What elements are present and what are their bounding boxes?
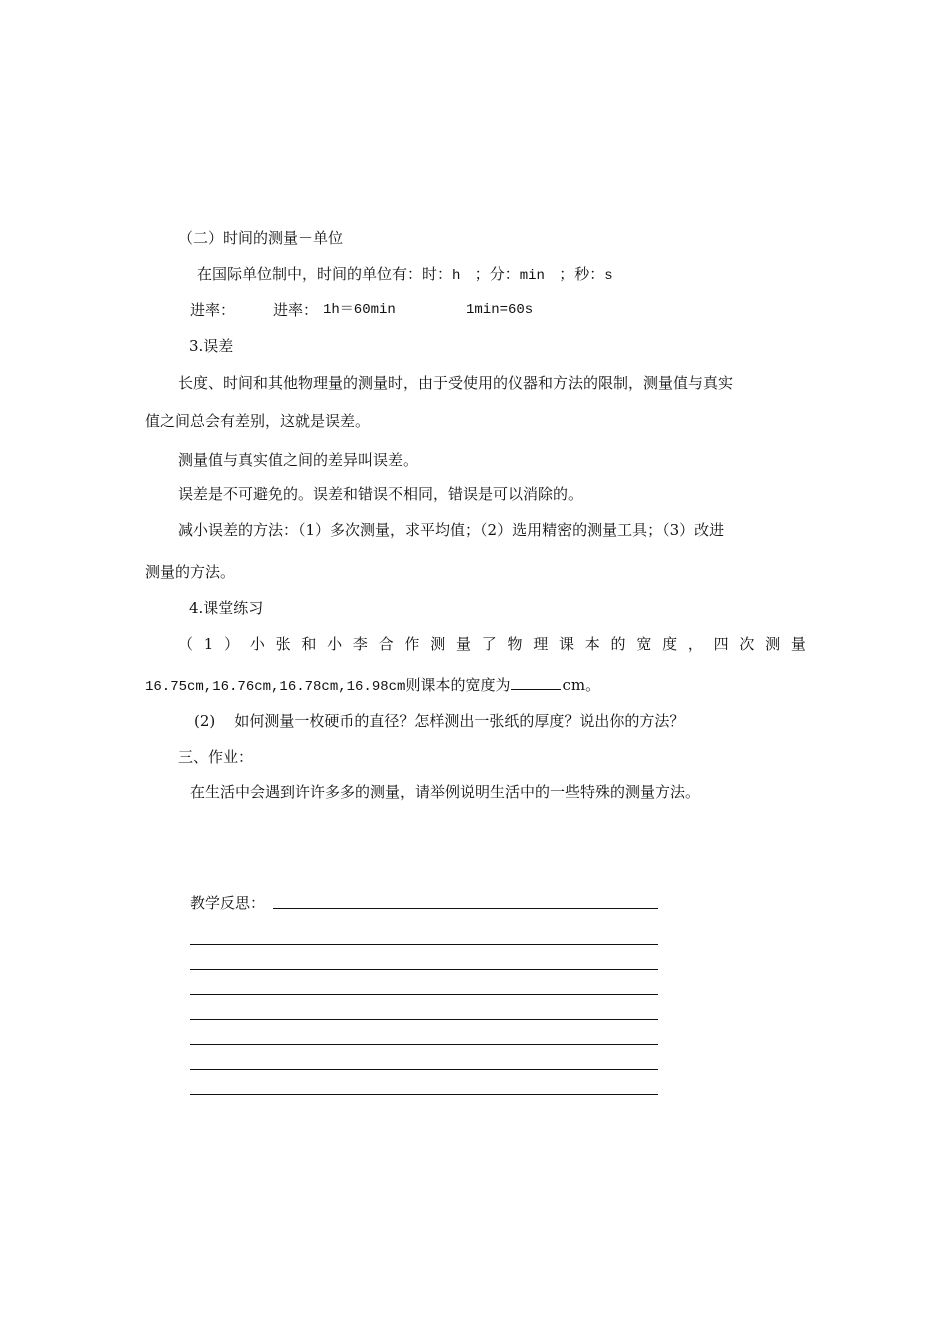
homework-heading: 三、作业： bbox=[178, 748, 254, 766]
homework-text: 在生活中会遇到许许多多的测量，请举例说明生活中的一些特殊的测量方法。 bbox=[190, 783, 701, 801]
q1-char: 测 bbox=[430, 635, 446, 653]
error-para4-line2: 测量的方法。 bbox=[145, 563, 236, 581]
practice-q2 bbox=[194, 711, 684, 731]
time-units-line bbox=[197, 264, 613, 286]
q1-question-tail: 则课本的宽度为 bbox=[405, 676, 511, 694]
q1-char: 宽 bbox=[636, 635, 652, 653]
reflection-writing-line[interactable] bbox=[273, 908, 658, 909]
second-label: ；秒： bbox=[559, 265, 605, 283]
q1-char: 李 bbox=[352, 635, 368, 653]
q1-char: 张 bbox=[275, 635, 291, 653]
answer-blank[interactable] bbox=[511, 675, 561, 690]
measurement-values: 16.75cm,16.76cm,16.78cm,16.98cm bbox=[145, 679, 406, 695]
q1-char: 物 bbox=[507, 635, 523, 653]
q1-char: 的 bbox=[610, 635, 626, 653]
q1-char: 量 bbox=[455, 635, 471, 653]
q1-unit: cm。 bbox=[562, 676, 601, 694]
q1-char: 四 bbox=[713, 635, 729, 653]
hour-symbol: h bbox=[452, 268, 461, 284]
reflection-writing-line[interactable] bbox=[190, 1094, 658, 1095]
practice-q1-line2 bbox=[145, 675, 600, 697]
q1-char: （ bbox=[178, 635, 194, 653]
error-para2: 测量值与真实值之间的差异叫误差。 bbox=[178, 451, 419, 469]
rate-label: 进率： bbox=[190, 301, 236, 319]
q1-char: ， bbox=[687, 635, 703, 653]
reflection-writing-line[interactable] bbox=[190, 1019, 658, 1020]
reflection-writing-line[interactable] bbox=[190, 994, 658, 995]
q1-char: 和 bbox=[301, 635, 317, 653]
minute-symbol: min bbox=[519, 268, 545, 284]
practice-heading: 4.课堂练习 bbox=[189, 599, 264, 617]
q1-char: 1 bbox=[203, 635, 214, 653]
q1-char: 次 bbox=[739, 635, 755, 653]
q1-char: 度 bbox=[662, 635, 678, 653]
time-units-prefix: 在国际单位制中，时间的单位有：时： bbox=[197, 265, 453, 283]
q1-char: 了 bbox=[481, 635, 497, 653]
time-measure-heading: （二）时间的测量－单位 bbox=[178, 229, 344, 247]
reflection-label: 教学反思： bbox=[190, 894, 266, 912]
q1-char: 小 bbox=[249, 635, 265, 653]
reflection-writing-line[interactable] bbox=[190, 944, 658, 945]
second-symbol: s bbox=[604, 268, 613, 284]
q1-char: 小 bbox=[327, 635, 343, 653]
q1-char: 合 bbox=[378, 635, 394, 653]
q2-text: 如何测量一枚硬币的直径？怎样测出一张纸的厚度？说出你的方法？ bbox=[234, 712, 685, 730]
error-para1-line2: 值之间总会有差别，这就是误差。 bbox=[145, 412, 371, 430]
error-para4-line1: 减小误差的方法：（1）多次测量，求平均值；（2）选用精密的测量工具；（3）改进 bbox=[178, 521, 725, 539]
minute-label: ；分： bbox=[474, 265, 520, 283]
reflection-writing-line[interactable] bbox=[190, 969, 658, 970]
reflection-writing-line[interactable] bbox=[190, 1069, 658, 1070]
rate-minute: 1min=60s bbox=[466, 302, 534, 318]
reflection-writing-line[interactable] bbox=[190, 1044, 658, 1045]
q1-char: ） bbox=[224, 635, 240, 653]
q1-char: 课 bbox=[559, 635, 575, 653]
error-heading: 3.误差 bbox=[189, 337, 234, 355]
q2-number: (2) bbox=[194, 712, 216, 730]
error-para1-line1: 长度、时间和其他物理量的测量时，由于受使用的仪器和方法的限制，测量值与真实 bbox=[178, 374, 734, 392]
error-para3: 误差是不可避免的。误差和错误不相同，错误是可以消除的。 bbox=[178, 485, 584, 503]
q1-char: 理 bbox=[533, 635, 549, 653]
q1-char: 作 bbox=[404, 635, 420, 653]
rate-label-2: 进率： bbox=[273, 301, 319, 319]
q1-char: 测 bbox=[765, 635, 781, 653]
q1-char: 本 bbox=[584, 635, 600, 653]
rate-hour: 1h＝60min bbox=[323, 302, 396, 318]
practice-q1-line1 bbox=[178, 634, 806, 654]
q1-char: 量 bbox=[790, 635, 806, 653]
